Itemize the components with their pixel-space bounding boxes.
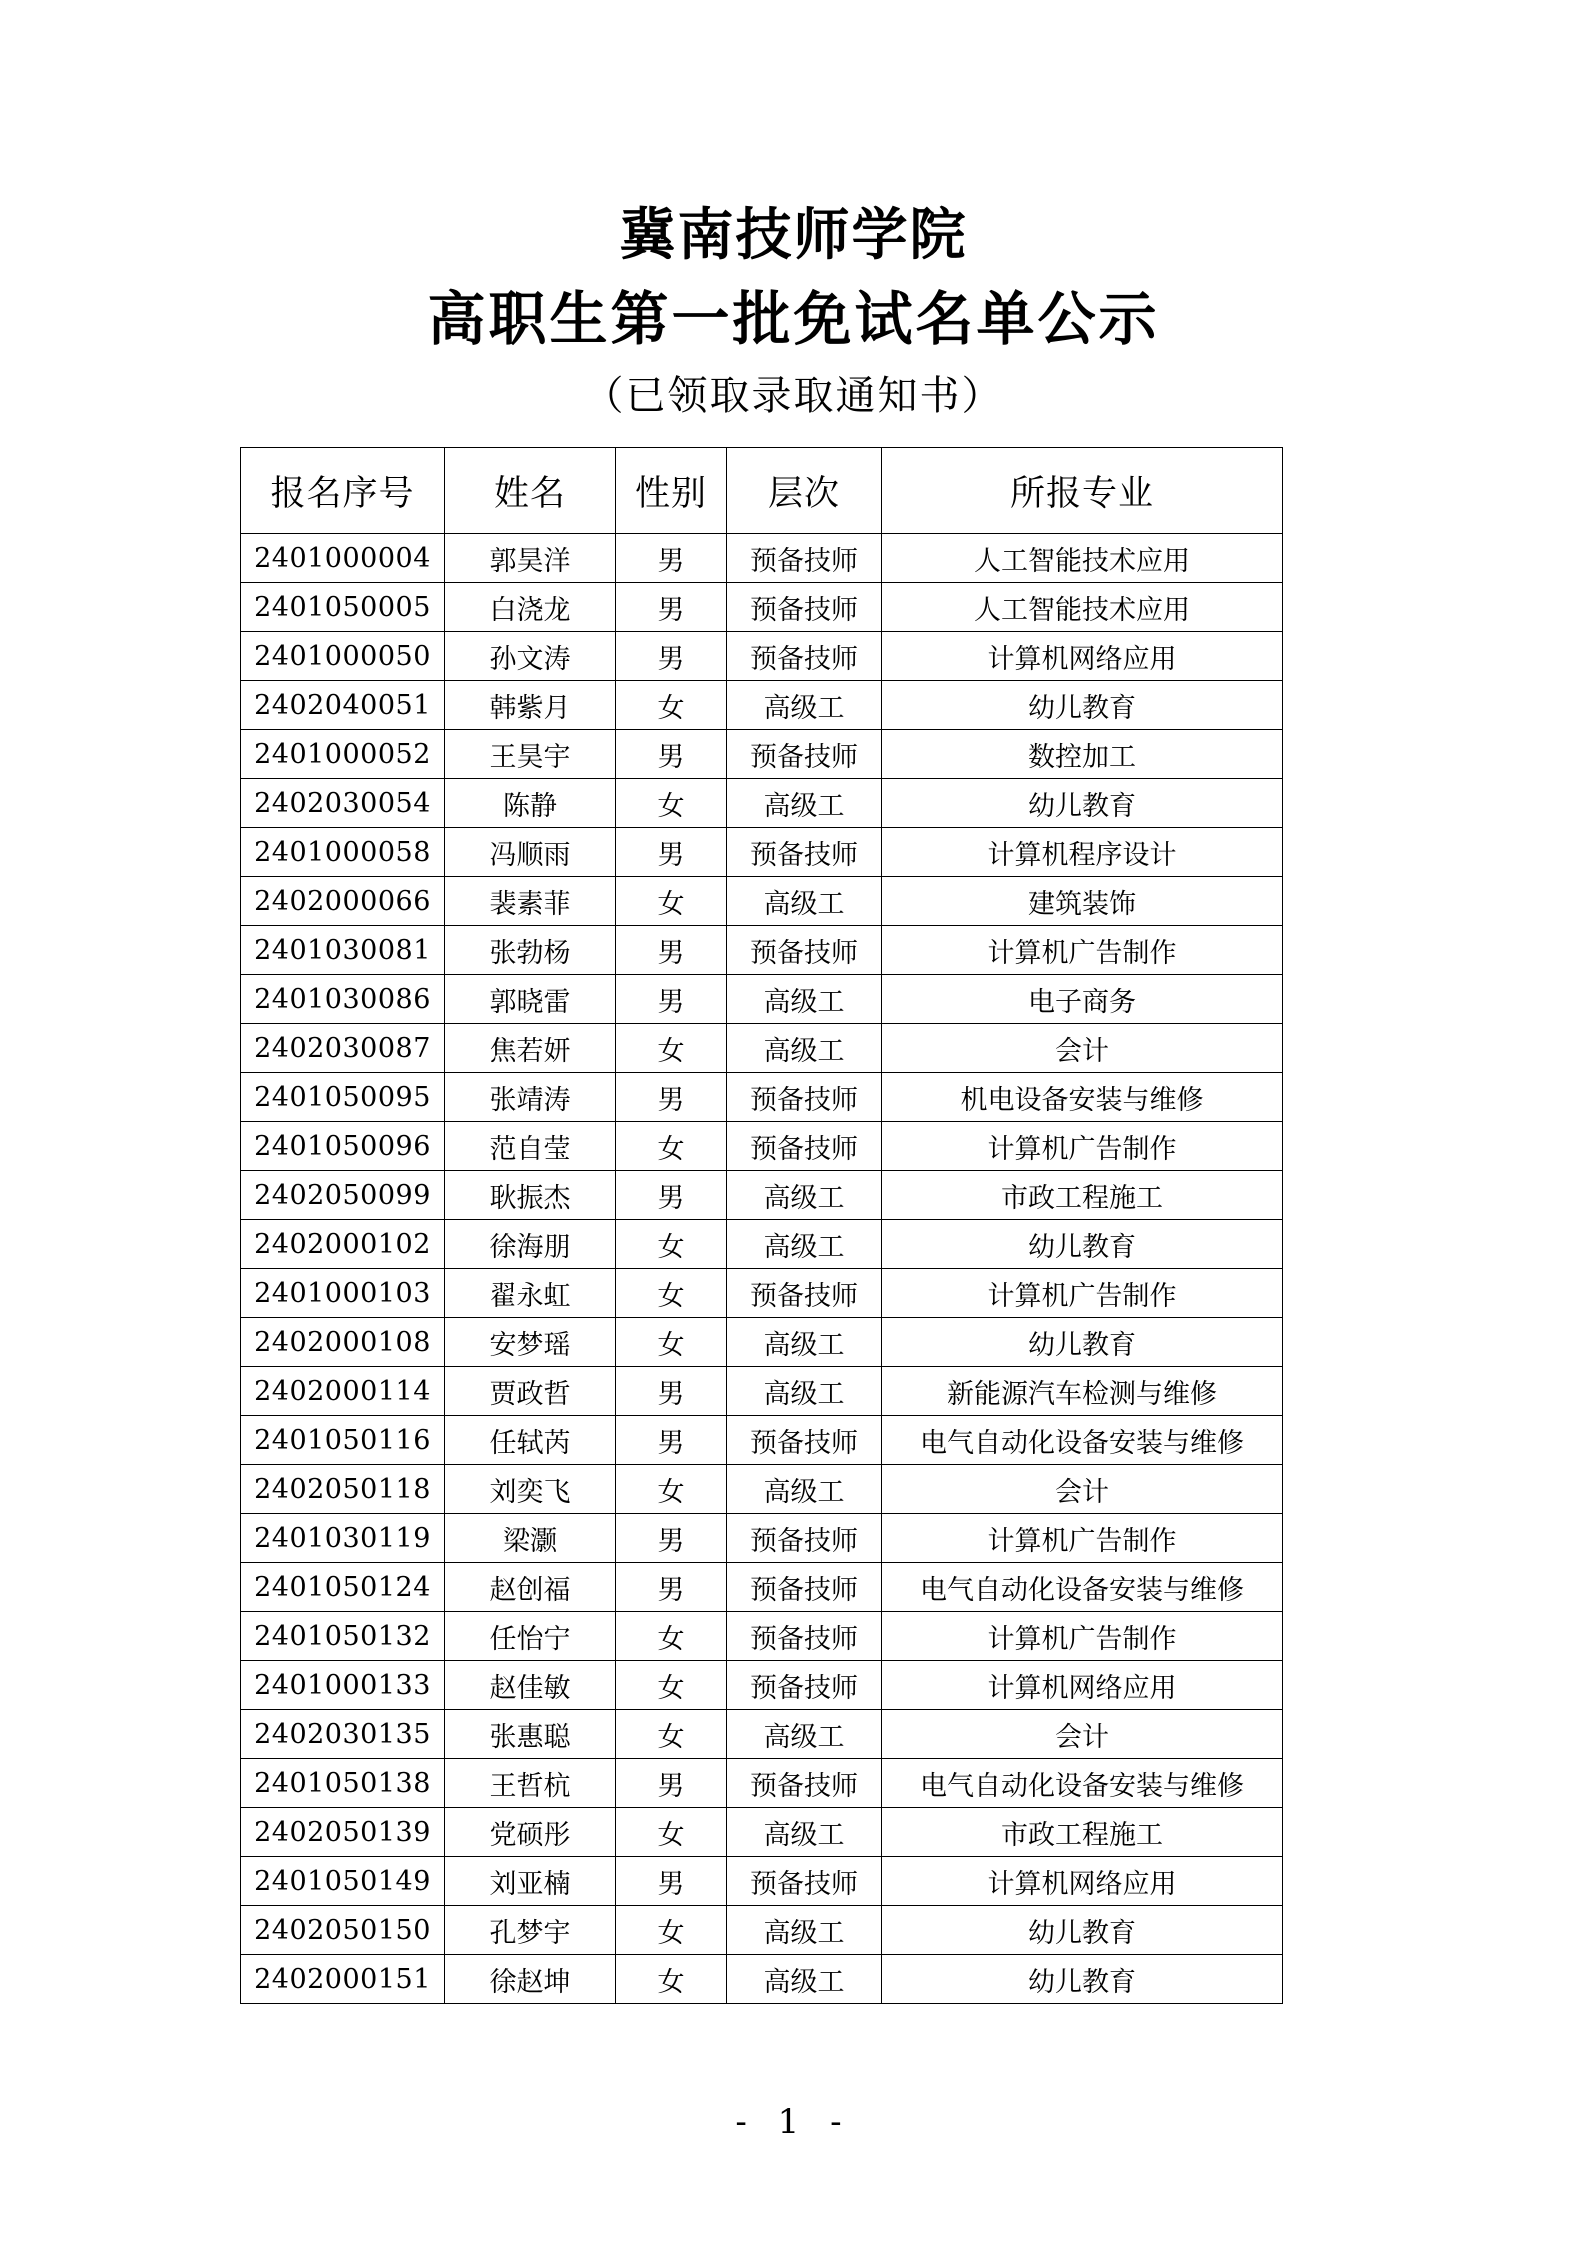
cell-name: 刘亚楠 [445,1857,616,1906]
cell-registration-no: 2401000050 [241,632,445,681]
header-name: 姓名 [445,448,616,534]
table-row [241,1612,1283,1661]
cell-name: 赵创福 [445,1563,616,1612]
cell-registration-no: 2401050132 [241,1612,445,1661]
table-row [241,1367,1283,1416]
cell-major: 计算机程序设计 [882,828,1283,877]
cell-name: 徐海朋 [445,1220,616,1269]
cell-level: 预备技师 [727,1759,882,1808]
cell-major: 机电设备安装与维修 [882,1073,1283,1122]
cell-gender: 男 [616,1073,727,1122]
cell-level: 高级工 [727,1465,882,1514]
cell-name: 郭昊洋 [445,534,616,583]
cell-name: 翟永虹 [445,1269,616,1318]
cell-registration-no: 2402040051 [241,681,445,730]
cell-name: 孔梦宇 [445,1906,616,1955]
cell-registration-no: 2401050005 [241,583,445,632]
cell-level: 预备技师 [727,1269,882,1318]
table-body [241,534,1283,2004]
cell-level: 高级工 [727,681,882,730]
cell-level: 预备技师 [727,1857,882,1906]
cell-gender: 女 [616,1661,727,1710]
cell-registration-no: 2401050095 [241,1073,445,1122]
cell-major: 计算机网络应用 [882,1857,1283,1906]
cell-name: 范自莹 [445,1122,616,1171]
cell-gender: 女 [616,1955,727,2004]
cell-level: 预备技师 [727,1661,882,1710]
cell-major: 市政工程施工 [882,1808,1283,1857]
cell-major: 计算机广告制作 [882,1269,1283,1318]
cell-level: 预备技师 [727,730,882,779]
cell-registration-no: 2402050099 [241,1171,445,1220]
cell-major: 幼儿教育 [882,1955,1283,2004]
table-row [241,1318,1283,1367]
cell-level: 预备技师 [727,1563,882,1612]
cell-name: 任怡宁 [445,1612,616,1661]
cell-major: 幼儿教育 [882,1220,1283,1269]
cell-gender: 男 [616,926,727,975]
cell-gender: 男 [616,583,727,632]
cell-registration-no: 2401030086 [241,975,445,1024]
cell-level: 高级工 [727,1808,882,1857]
table-row [241,632,1283,681]
header-level: 层次 [727,448,882,534]
cell-gender: 女 [616,877,727,926]
cell-name: 党硕彤 [445,1808,616,1857]
cell-level: 高级工 [727,975,882,1024]
cell-level: 高级工 [727,1220,882,1269]
cell-major: 计算机广告制作 [882,926,1283,975]
table-row [241,1465,1283,1514]
cell-registration-no: 2401050096 [241,1122,445,1171]
table-row [241,1024,1283,1073]
table-row [241,1220,1283,1269]
table-row [241,1171,1283,1220]
cell-gender: 男 [616,1759,727,1808]
cell-major: 幼儿教育 [882,779,1283,828]
cell-major: 会计 [882,1465,1283,1514]
cell-level: 高级工 [727,1955,882,2004]
table-row [241,1514,1283,1563]
cell-name: 赵佳敏 [445,1661,616,1710]
cell-major: 电子商务 [882,975,1283,1024]
cell-level: 预备技师 [727,828,882,877]
table-row [241,1808,1283,1857]
cell-level: 高级工 [727,1024,882,1073]
cell-name: 陈静 [445,779,616,828]
cell-major: 数控加工 [882,730,1283,779]
cell-registration-no: 2401050138 [241,1759,445,1808]
cell-registration-no: 2401000052 [241,730,445,779]
cell-registration-no: 2401030119 [241,1514,445,1563]
cell-level: 高级工 [727,1171,882,1220]
cell-registration-no: 2402050118 [241,1465,445,1514]
cell-level: 高级工 [727,1367,882,1416]
cell-name: 刘奕飞 [445,1465,616,1514]
cell-registration-no: 2401050124 [241,1563,445,1612]
table-row [241,828,1283,877]
cell-registration-no: 2402050150 [241,1906,445,1955]
cell-registration-no: 2401000103 [241,1269,445,1318]
cell-major: 计算机网络应用 [882,632,1283,681]
cell-major: 计算机广告制作 [882,1514,1283,1563]
cell-registration-no: 2401000058 [241,828,445,877]
cell-major: 幼儿教育 [882,1318,1283,1367]
table-row [241,1416,1283,1465]
cell-major: 计算机广告制作 [882,1612,1283,1661]
cell-registration-no: 2401050116 [241,1416,445,1465]
table-row [241,534,1283,583]
table-row [241,779,1283,828]
cell-major: 新能源汽车检测与维修 [882,1367,1283,1416]
cell-major: 会计 [882,1024,1283,1073]
table-row [241,1857,1283,1906]
table-row [241,583,1283,632]
table-row [241,1661,1283,1710]
cell-gender: 男 [616,975,727,1024]
cell-gender: 女 [616,1024,727,1073]
page-title: 冀南技师学院 [619,202,968,268]
cell-name: 韩紫月 [445,681,616,730]
table-row [241,1955,1283,2004]
cell-gender: 女 [616,1220,727,1269]
cell-gender: 男 [616,1857,727,1906]
cell-gender: 女 [616,1122,727,1171]
cell-name: 冯顺雨 [445,828,616,877]
cell-gender: 男 [616,1563,727,1612]
cell-major: 人工智能技术应用 [882,583,1283,632]
cell-gender: 女 [616,1808,727,1857]
cell-gender: 女 [616,1465,727,1514]
cell-name: 张惠聪 [445,1710,616,1759]
cell-major: 幼儿教育 [882,1906,1283,1955]
cell-name: 安梦瑶 [445,1318,616,1367]
table-row [241,1122,1283,1171]
cell-registration-no: 2402000066 [241,877,445,926]
cell-name: 张勃杨 [445,926,616,975]
cell-level: 预备技师 [727,1416,882,1465]
cell-name: 白浇龙 [445,583,616,632]
cell-level: 预备技师 [727,1514,882,1563]
cell-name: 徐赵坤 [445,1955,616,2004]
cell-level: 预备技师 [727,632,882,681]
cell-major: 建筑装饰 [882,877,1283,926]
table-row [241,1906,1283,1955]
admission-list-table [240,447,1283,2004]
table-header-row [241,448,1283,534]
cell-level: 高级工 [727,779,882,828]
table-row [241,681,1283,730]
cell-major: 计算机广告制作 [882,1122,1283,1171]
cell-gender: 女 [616,1710,727,1759]
table-row [241,877,1283,926]
table-row [241,975,1283,1024]
cell-level: 预备技师 [727,1122,882,1171]
table-row [241,1269,1283,1318]
cell-registration-no: 2401000004 [241,534,445,583]
table-row [241,1710,1283,1759]
cell-gender: 男 [616,534,727,583]
cell-registration-no: 2402000108 [241,1318,445,1367]
cell-gender: 女 [616,1612,727,1661]
cell-registration-no: 2402030135 [241,1710,445,1759]
cell-name: 耿振杰 [445,1171,616,1220]
cell-major: 电气自动化设备安装与维修 [882,1563,1283,1612]
cell-major: 人工智能技术应用 [882,534,1283,583]
cell-level: 高级工 [727,1318,882,1367]
cell-registration-no: 2402000114 [241,1367,445,1416]
cell-level: 预备技师 [727,534,882,583]
cell-name: 裴素菲 [445,877,616,926]
cell-registration-no: 2401000133 [241,1661,445,1710]
cell-gender: 女 [616,681,727,730]
page-subtitle: 高职生第一批免试名单公示 [427,285,1160,353]
cell-name: 焦若妍 [445,1024,616,1073]
cell-name: 王哲杭 [445,1759,616,1808]
cell-gender: 男 [616,1367,727,1416]
cell-registration-no: 2401050149 [241,1857,445,1906]
page-number: - 1 - [735,2102,852,2142]
cell-gender: 女 [616,1318,727,1367]
table-row [241,1759,1283,1808]
table-row [241,926,1283,975]
cell-gender: 女 [616,779,727,828]
cell-major: 会计 [882,1710,1283,1759]
cell-gender: 女 [616,1269,727,1318]
table-row [241,730,1283,779]
cell-major: 计算机网络应用 [882,1661,1283,1710]
cell-name: 张靖涛 [445,1073,616,1122]
page-note: （已领取录取通知书） [583,373,1004,419]
cell-registration-no: 2402000151 [241,1955,445,2004]
cell-registration-no: 2401030081 [241,926,445,975]
cell-gender: 男 [616,1416,727,1465]
cell-level: 高级工 [727,1710,882,1759]
header-registration-no: 报名序号 [241,448,445,534]
header-major: 所报专业 [882,448,1283,534]
cell-registration-no: 2402030054 [241,779,445,828]
cell-name: 郭晓雷 [445,975,616,1024]
cell-major: 电气自动化设备安装与维修 [882,1416,1283,1465]
cell-name: 贾政哲 [445,1367,616,1416]
cell-major: 市政工程施工 [882,1171,1283,1220]
cell-gender: 男 [616,1171,727,1220]
cell-registration-no: 2402000102 [241,1220,445,1269]
cell-level: 预备技师 [727,583,882,632]
cell-level: 预备技师 [727,926,882,975]
cell-gender: 男 [616,632,727,681]
table-row [241,1073,1283,1122]
cell-level: 高级工 [727,877,882,926]
cell-major: 幼儿教育 [882,681,1283,730]
cell-name: 王昊宇 [445,730,616,779]
cell-name: 孙文涛 [445,632,616,681]
cell-registration-no: 2402050139 [241,1808,445,1857]
cell-level: 预备技师 [727,1073,882,1122]
header-gender: 性别 [616,448,727,534]
cell-gender: 男 [616,730,727,779]
cell-registration-no: 2402030087 [241,1024,445,1073]
cell-gender: 男 [616,828,727,877]
cell-name: 梁灏 [445,1514,616,1563]
cell-level: 预备技师 [727,1612,882,1661]
cell-gender: 女 [616,1906,727,1955]
table-row [241,1563,1283,1612]
cell-major: 电气自动化设备安装与维修 [882,1759,1283,1808]
cell-level: 高级工 [727,1906,882,1955]
cell-name: 任轼芮 [445,1416,616,1465]
cell-gender: 男 [616,1514,727,1563]
